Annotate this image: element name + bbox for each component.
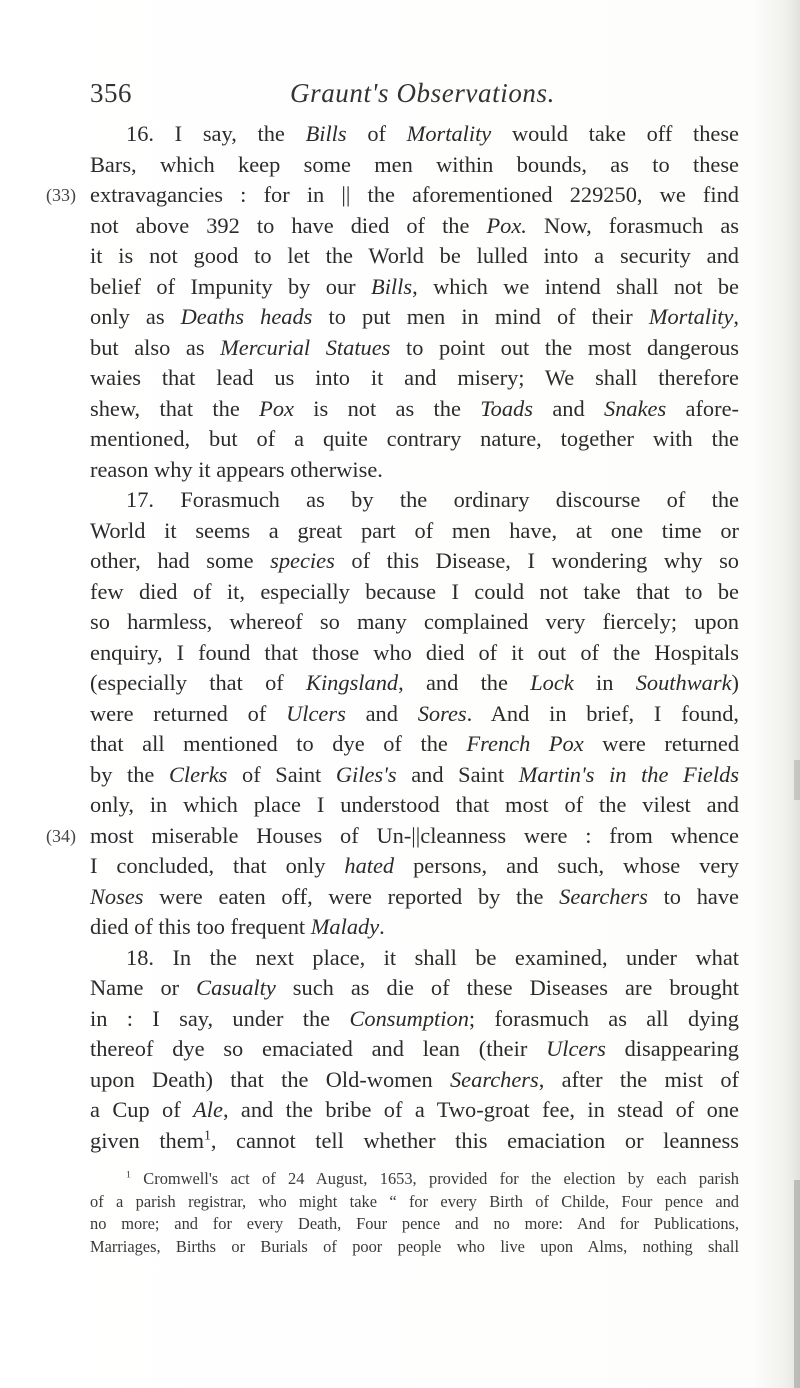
page-edge-shadow	[794, 760, 800, 800]
text-line: by the Clerks of Saint Giles's and Saint Martin's in the Fields	[90, 761, 739, 787]
text-line: only, in which place I understood that most of the vilest and	[90, 792, 739, 817]
text-line: other, had some species of this Disease, I wondering why so	[90, 548, 740, 573]
text-line: reason why it appears otherwise.	[90, 456, 383, 482]
text-line: upon Death) that the Old-women Searchers, after the mist of	[90, 1066, 740, 1092]
text-line: 18. In the next place, it shall be examined, under what	[126, 944, 739, 970]
text-line: Noses were eaten off, were reported by the Searchers to have	[90, 883, 739, 909]
text-line: so harmless, whereof so many complained very fiercely; upon	[90, 609, 739, 634]
page-header	[90, 78, 730, 118]
text-line: given them$^1$, cannot tell whether this emaciation or leanness	[90, 1127, 739, 1153]
footnote-line: no more; and for every Death, Four pence and no more: And for Publications,	[90, 1214, 739, 1233]
text-line: were returned of Ulcers and Sores. And in brief, I found,	[90, 700, 740, 726]
text-line: 16. I say, the Bills of Mortality would take off these	[126, 121, 739, 146]
text-line: in : I say, under the Consumption; forasmuch as all dying	[90, 1005, 739, 1031]
footnote-line: $^1$ Cromwell's act of 24 August, 1653, provided for the election by each parish	[126, 1169, 739, 1188]
text-line: World it seems a great part of men have, at one time or	[90, 517, 739, 543]
text-line: died of this too frequent Malady.	[90, 914, 385, 939]
text-line: a Cup of Ale, and the bribe of a Two-groat fee, in stead of one	[90, 1097, 739, 1122]
text-line: few died of it, especially because I could not take that to be	[90, 578, 739, 604]
text-line: but also as Mercurial Statues to point out the most dangerous	[90, 334, 740, 360]
text-line: (34) most miserable Houses of Un-||cleanness were : from whence	[90, 821, 739, 852]
footnote-line: of a parish registrar, who might take “ for every Birth of Childe, Four pence and	[90, 1191, 739, 1211]
footnote-line: Marriages, Births or Burials of poor people who live upon Alms, nothing shall	[90, 1236, 739, 1256]
text-line: (33) extravagancies : for in || the aforementioned 229250, we find	[90, 180, 739, 211]
margin-note: (33)	[46, 185, 76, 205]
footnote-marker: 1	[126, 1169, 131, 1181]
text-line: only as Deaths heads to put men in mind of their Mortality,	[90, 304, 739, 329]
body-text	[46, 119, 740, 1156]
text-line: shew, that the Pox is not as the Toads and Snakes afore-	[90, 395, 739, 421]
text-line: belief of Impunity by our Bills, which we intend shall not be	[90, 273, 739, 299]
text-line: enquiry, I found that those who died of it out of the Hospitals	[90, 639, 739, 665]
text-line: Name or Casualty such as die of these Diseases are brought	[90, 975, 739, 1000]
text-line: it is not good to let the World be lulled into a security and	[90, 243, 739, 268]
text-line: 17. Forasmuch as by the ordinary discourse of the	[126, 487, 739, 512]
footnote	[90, 1168, 739, 1258]
text-line: that all mentioned to dye of the French Pox were returned	[90, 731, 740, 756]
running-title: Graunt's Observations.	[290, 78, 555, 108]
text-line: Bars, which keep some men within bounds, as to these	[90, 151, 739, 177]
text-line: I concluded, that only hated persons, and such, whose very	[90, 853, 739, 878]
page-number: 356	[90, 78, 132, 108]
text-line: (especially that of Kingsland, and the Lock in Southwark)	[90, 670, 739, 695]
text-line: thereof dye so emaciated and lean (their Ulcers disappearing	[90, 1036, 739, 1061]
text-line: waies that lead us into it and misery; We shall therefore	[90, 365, 739, 390]
margin-note: (34)	[46, 825, 76, 846]
page-edge-shadow	[794, 1180, 800, 1388]
text-line: not above 392 to have died of the Pox. Now, forasmuch as	[90, 212, 739, 238]
text-line: mentioned, but of a quite contrary nature, together with the	[90, 426, 739, 451]
